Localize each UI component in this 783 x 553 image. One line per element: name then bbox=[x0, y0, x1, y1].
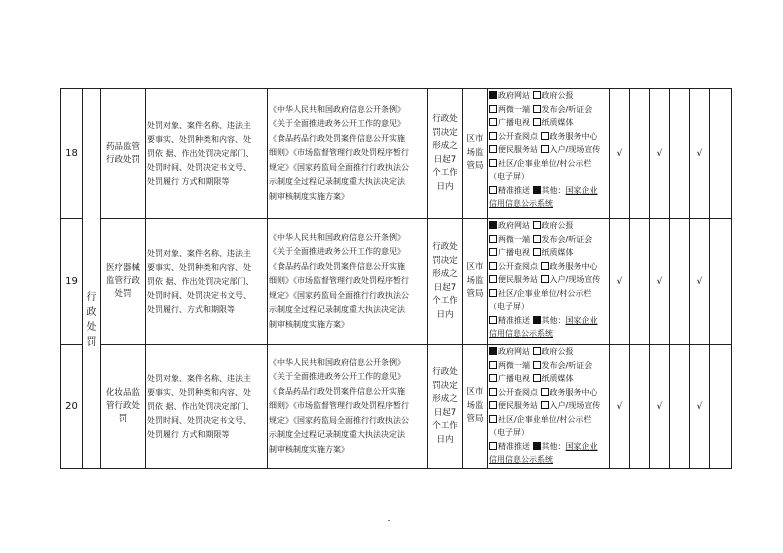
disclosure-basis-line: 示制度全过程记录制度重大执法决定法 bbox=[269, 430, 405, 440]
check-mark-icon: √ bbox=[656, 401, 663, 412]
disclosure-time-line: 形成之 bbox=[432, 141, 458, 151]
disclosure-subject-line: 场监 bbox=[466, 147, 484, 158]
disclosure-time-line: 日起7 bbox=[433, 282, 457, 293]
row-number-text: 19 bbox=[65, 276, 78, 287]
disclosure-basis-line: 《关于全面推进政务公开工作的意见》 bbox=[269, 247, 405, 257]
disclosure-basis-line: 规定》《国家药监局全面推行行政执法公 bbox=[269, 290, 409, 300]
disclosure-basis-line: 《食品药品行政处罚案件信息公开实施 bbox=[269, 133, 405, 143]
disclosure-basis-line: 《关于全面推进政务公开工作的意见》 bbox=[269, 119, 405, 129]
channel-option: 社区/企事业单位/村公示栏 bbox=[498, 158, 592, 168]
disclosure-time-line: 日内 bbox=[436, 181, 454, 192]
channel-line bbox=[489, 300, 608, 314]
channel-line bbox=[489, 399, 608, 413]
checkbox-icon bbox=[533, 361, 541, 369]
channel-option: 两微一端 bbox=[498, 104, 530, 114]
disclosure-basis-line: 《中华人民共和国政府信息公开条例》 bbox=[269, 232, 405, 242]
disclosure-content-line: 处罚时间、处罚决定书文号、 bbox=[147, 415, 251, 425]
channel-line bbox=[489, 170, 608, 184]
channel-option: 政府公报 bbox=[541, 347, 574, 356]
checkbox-icon bbox=[533, 118, 541, 126]
check-cell bbox=[710, 219, 732, 345]
channel-option: 政府网站 bbox=[498, 347, 530, 356]
disclosure-content-line: 要事实、处罚种类和内容、处 bbox=[147, 134, 251, 144]
check-mark-icon: √ bbox=[656, 148, 663, 159]
checkbox-icon bbox=[541, 262, 549, 270]
channel-option: 信用信息公示系统 bbox=[489, 329, 553, 338]
category-label: 行政处罚 bbox=[86, 292, 97, 348]
channel-line bbox=[489, 219, 608, 233]
disclosure-basis bbox=[268, 345, 428, 469]
channel-option: 政务服务中心 bbox=[549, 387, 598, 397]
channel-option: 纸质媒体 bbox=[541, 374, 574, 383]
checkbox-icon bbox=[489, 275, 497, 283]
checked-box-icon bbox=[533, 442, 541, 450]
item-name bbox=[101, 89, 146, 219]
channel-option: 社区/企事业单位/村公示栏 bbox=[498, 414, 592, 424]
checkbox-icon bbox=[489, 442, 497, 450]
channel-option: 政府公报 bbox=[541, 91, 574, 100]
channel-line bbox=[489, 233, 608, 247]
channel-option: 广播电视 bbox=[498, 374, 530, 383]
checkbox-icon bbox=[489, 361, 497, 369]
channel-line bbox=[489, 287, 608, 301]
check-cell bbox=[670, 345, 690, 469]
disclosure-time-line: 罚决定 bbox=[432, 380, 458, 391]
check-cell bbox=[630, 219, 650, 345]
checkbox-icon bbox=[489, 248, 497, 256]
channel-line bbox=[489, 103, 608, 117]
checkbox-icon bbox=[541, 132, 549, 140]
checkbox-icon bbox=[489, 316, 497, 324]
channel-line bbox=[489, 426, 608, 440]
channel-option: 信用信息公示系统 bbox=[489, 199, 553, 208]
check-cell bbox=[650, 345, 670, 469]
disclosure-basis-line: 《食品药品行政处罚案件信息公开实施 bbox=[269, 386, 405, 396]
disclosure-subject-line: 管局 bbox=[466, 289, 484, 300]
channel-option: 国家企业 bbox=[565, 441, 598, 451]
channel-option: （电子屏） bbox=[489, 428, 529, 437]
channel-option: 公开查阅点 bbox=[498, 387, 538, 397]
channel-line bbox=[489, 327, 608, 341]
disclosure-table bbox=[60, 88, 732, 469]
channel-option: 广播电视 bbox=[498, 248, 530, 257]
row-number bbox=[61, 345, 83, 469]
disclosure-content-line: 处罚履行、方式和期限等 bbox=[147, 304, 235, 314]
disclosure-content-line: 处罚对象、案件名称、违法主 bbox=[147, 373, 251, 383]
check-cell bbox=[710, 89, 732, 219]
disclosure-time-line: 日起7 bbox=[433, 407, 457, 418]
checkbox-icon bbox=[533, 347, 541, 355]
check-cell bbox=[650, 89, 670, 219]
channel-option: 便民服务站 bbox=[498, 401, 538, 410]
channel-option: 发布会/听证会 bbox=[541, 104, 593, 114]
channel-line bbox=[489, 273, 608, 287]
disclosure-subject-line: 区市 bbox=[466, 134, 484, 145]
disclosure-time bbox=[428, 219, 463, 345]
disclosure-basis-line: 示制度全过程记录制度重大执法决定法 bbox=[269, 177, 405, 187]
channel-option: 公开查阅点 bbox=[498, 261, 538, 271]
checkbox-icon bbox=[489, 388, 497, 396]
channel-option: 精准推送 bbox=[498, 441, 530, 451]
check-cell bbox=[670, 89, 690, 219]
disclosure-basis-line: 《中华人民共和国政府信息公开条例》 bbox=[269, 357, 405, 367]
channel-line bbox=[489, 413, 608, 427]
disclosure-time-line: 形成之 bbox=[432, 269, 458, 279]
channel-option: 两微一端 bbox=[498, 360, 530, 370]
disclosure-channels bbox=[488, 89, 610, 219]
channel-option: 公开查阅点 bbox=[498, 131, 538, 141]
disclosure-subject-line: 管局 bbox=[466, 161, 484, 172]
row-number-text: 20 bbox=[65, 401, 78, 412]
check-cell bbox=[670, 219, 690, 345]
channel-option: 便民服务站 bbox=[498, 275, 538, 284]
check-mark-icon: √ bbox=[616, 148, 623, 159]
row-number bbox=[61, 89, 83, 219]
disclosure-time-line: 行政处 bbox=[432, 114, 458, 124]
check-cell bbox=[630, 89, 650, 219]
checked-box-icon bbox=[489, 91, 497, 99]
check-mark-icon: √ bbox=[656, 276, 663, 287]
check-cell bbox=[610, 89, 630, 219]
checkbox-icon bbox=[489, 145, 497, 153]
disclosure-time-line: 个工作 bbox=[432, 296, 458, 306]
channel-line bbox=[489, 89, 608, 103]
disclosure-content-line: 罚依 据、作出处罚决定部门、 bbox=[147, 401, 254, 411]
disclosure-time-line: 日内 bbox=[436, 309, 454, 320]
checkbox-icon bbox=[489, 132, 497, 140]
check-mark-icon: √ bbox=[696, 276, 703, 287]
disclosure-channels bbox=[488, 345, 610, 469]
channel-option: 纸质媒体 bbox=[541, 248, 574, 257]
disclosure-content-line: 处罚履行 方式和期限等 bbox=[147, 176, 230, 186]
disclosure-basis-line: 《中华人民共和国政府信息公开条例》 bbox=[269, 104, 405, 114]
check-cell bbox=[690, 89, 710, 219]
disclosure-time-line: 行政处 bbox=[432, 367, 458, 377]
channel-option: 国家企业 bbox=[565, 185, 598, 195]
disclosure-content bbox=[146, 89, 268, 219]
channel-option: 广播电视 bbox=[498, 118, 530, 127]
channel-option: 其他： bbox=[541, 315, 566, 325]
channel-option: 政务服务中心 bbox=[549, 261, 598, 271]
disclosure-content-line: 处罚对象、案件名称、违法主 bbox=[147, 248, 251, 258]
channel-option: 纸质媒体 bbox=[541, 118, 574, 127]
channel-option: （电子屏） bbox=[489, 302, 529, 311]
checked-box-icon bbox=[533, 316, 541, 324]
checkbox-icon bbox=[533, 374, 541, 382]
check-cell bbox=[650, 219, 670, 345]
disclosure-time-line: 日内 bbox=[436, 434, 454, 445]
category-cell bbox=[83, 89, 101, 469]
checkbox-icon bbox=[489, 118, 497, 126]
channel-option: 信用信息公示系统 bbox=[489, 455, 553, 464]
disclosure-basis-line: 示制度全过程记录制度重大执法决定法 bbox=[269, 305, 405, 315]
disclosure-channels bbox=[488, 219, 610, 345]
checkbox-icon bbox=[541, 275, 549, 283]
channel-option: 两微一端 bbox=[498, 234, 530, 244]
checkbox-icon bbox=[489, 262, 497, 270]
disclosure-time-line: 个工作 bbox=[432, 168, 458, 178]
disclosure-time-line: 罚决定 bbox=[432, 255, 458, 266]
channel-option: 政务服务中心 bbox=[549, 131, 598, 141]
disclosure-basis-line: 《关于全面推进政务公开工作的意见》 bbox=[269, 372, 405, 382]
disclosure-subject-line: 场监 bbox=[466, 275, 484, 286]
channel-line bbox=[489, 116, 608, 130]
channel-line bbox=[489, 184, 608, 198]
channel-option: 发布会/听证会 bbox=[541, 234, 593, 244]
check-cell bbox=[690, 345, 710, 469]
channel-line bbox=[489, 440, 608, 454]
channel-line bbox=[489, 130, 608, 144]
disclosure-basis bbox=[268, 89, 428, 219]
disclosure-time bbox=[428, 89, 463, 219]
disclosure-content-line: 罚依 据、作出处罚决定部门、 bbox=[147, 148, 254, 158]
disclosure-basis-line: 规定》《国家药监局全面推行行政执法公 bbox=[269, 415, 409, 425]
disclosure-time-line: 日起7 bbox=[433, 154, 457, 165]
channel-option: 精准推送 bbox=[498, 185, 530, 195]
disclosure-content-line: 罚依 据、作出处罚决定部门、 bbox=[147, 276, 254, 286]
item-name-text: 化妆品监管行政处罚 bbox=[105, 388, 140, 424]
check-cell bbox=[630, 345, 650, 469]
channel-option: 政府公报 bbox=[541, 221, 574, 230]
channel-line bbox=[489, 246, 608, 260]
disclosure-time-line: 罚决定 bbox=[432, 127, 458, 138]
disclosure-subject bbox=[463, 345, 488, 469]
channel-line bbox=[489, 157, 608, 171]
checkbox-icon bbox=[533, 248, 541, 256]
disclosure-content-line: 处罚对象、案件名称、违法主 bbox=[147, 120, 251, 130]
item-name-text: 医疗器械监管行政处罚 bbox=[105, 263, 140, 299]
check-cell bbox=[690, 219, 710, 345]
channel-option: 便民服务站 bbox=[498, 145, 538, 154]
checkbox-icon bbox=[533, 221, 541, 229]
disclosure-subject-line: 区市 bbox=[466, 387, 484, 398]
channel-option: 社区/企事业单位/村公示栏 bbox=[498, 288, 592, 298]
channel-line bbox=[489, 345, 608, 359]
disclosure-subject bbox=[463, 219, 488, 345]
check-mark-icon: √ bbox=[616, 276, 623, 287]
checked-box-icon bbox=[533, 186, 541, 194]
channel-line bbox=[489, 260, 608, 274]
disclosure-basis-line: 细则》《市场监督管理行政处罚程序暂行 bbox=[269, 148, 409, 158]
disclosure-time-line: 行政处 bbox=[432, 242, 458, 252]
disclosure-basis-line: 制审核制度实施方案》 bbox=[269, 191, 349, 201]
channel-option: 国家企业 bbox=[565, 315, 598, 325]
checkbox-icon bbox=[489, 235, 497, 243]
check-cell bbox=[710, 345, 732, 469]
channel-line bbox=[489, 372, 608, 386]
checkbox-icon bbox=[489, 159, 497, 167]
page-mark bbox=[388, 520, 390, 521]
disclosure-content bbox=[146, 345, 268, 469]
channel-option: 其他： bbox=[541, 185, 566, 195]
checkbox-icon bbox=[489, 401, 497, 409]
disclosure-basis-line: 细则》《市场监督管理行政处罚程序暂行 bbox=[269, 401, 409, 411]
checkbox-icon bbox=[541, 145, 549, 153]
channel-option: （电子屏） bbox=[489, 172, 529, 181]
channel-option: 其他： bbox=[541, 441, 566, 451]
channel-option: 入户/现场宣传 bbox=[549, 145, 601, 154]
checked-box-icon bbox=[489, 347, 497, 355]
channel-option: 入户/现场宣传 bbox=[549, 401, 601, 410]
channel-option: 精准推送 bbox=[498, 315, 530, 325]
checkbox-icon bbox=[489, 415, 497, 423]
disclosure-content-line: 处罚履行 方式和期限等 bbox=[147, 429, 230, 439]
disclosure-subject-line: 管局 bbox=[466, 414, 484, 425]
checkbox-icon bbox=[533, 105, 541, 113]
disclosure-subject bbox=[463, 89, 488, 219]
check-mark-icon: √ bbox=[696, 148, 703, 159]
disclosure-time bbox=[428, 345, 463, 469]
checkbox-icon bbox=[489, 374, 497, 382]
checkbox-icon bbox=[489, 289, 497, 297]
disclosure-content bbox=[146, 219, 268, 345]
item-name bbox=[101, 345, 146, 469]
item-name bbox=[101, 219, 146, 345]
check-mark-icon: √ bbox=[616, 401, 623, 412]
channel-line bbox=[489, 314, 608, 328]
channel-line bbox=[489, 453, 608, 467]
disclosure-basis bbox=[268, 219, 428, 345]
table-row bbox=[61, 89, 732, 219]
disclosure-time-line: 形成之 bbox=[432, 394, 458, 404]
disclosure-time-line: 个工作 bbox=[432, 421, 458, 431]
disclosure-content-line: 处罚时间、处罚决定书文号、 bbox=[147, 162, 251, 172]
checkbox-icon bbox=[541, 388, 549, 396]
channel-line bbox=[489, 359, 608, 373]
checked-box-icon bbox=[489, 221, 497, 229]
table-row bbox=[61, 219, 732, 345]
table-row bbox=[61, 345, 732, 469]
item-name-text: 药品监管行政处罚 bbox=[105, 141, 140, 165]
channel-line bbox=[489, 197, 608, 211]
channel-option: 政府网站 bbox=[498, 91, 530, 100]
channel-option: 发布会/听证会 bbox=[541, 360, 593, 370]
disclosure-content-line: 处罚时间、处罚决定书文号、 bbox=[147, 290, 251, 300]
check-cell bbox=[610, 219, 630, 345]
checkbox-icon bbox=[489, 186, 497, 194]
checkbox-icon bbox=[489, 105, 497, 113]
disclosure-basis-line: 制审核制度实施方案》 bbox=[269, 319, 349, 329]
row-number bbox=[61, 219, 83, 345]
row-number-text: 18 bbox=[65, 148, 78, 159]
checkbox-icon bbox=[541, 401, 549, 409]
disclosure-basis-line: 制审核制度实施方案》 bbox=[269, 444, 349, 454]
checkbox-icon bbox=[533, 91, 541, 99]
channel-line bbox=[489, 143, 608, 157]
disclosure-basis-line: 细则》《市场监督管理行政处罚程序暂行 bbox=[269, 276, 409, 286]
channel-option: 政府网站 bbox=[498, 221, 530, 230]
check-mark-icon: √ bbox=[696, 401, 703, 412]
disclosure-content-line: 要事实、处罚种类和内容、处 bbox=[147, 262, 251, 272]
channel-option: 入户/现场宣传 bbox=[549, 275, 601, 284]
disclosure-basis-line: 《食品药品行政处罚案件信息公开实施 bbox=[269, 261, 405, 271]
disclosure-basis-line: 规定》《国家药监局全面推行行政执法公 bbox=[269, 162, 409, 172]
checkbox-icon bbox=[533, 235, 541, 243]
disclosure-subject-line: 区市 bbox=[466, 262, 484, 273]
channel-line bbox=[489, 386, 608, 400]
disclosure-subject-line: 场监 bbox=[466, 400, 484, 411]
check-cell bbox=[610, 345, 630, 469]
disclosure-content-line: 要事实、处罚种类和内容、处 bbox=[147, 387, 251, 397]
